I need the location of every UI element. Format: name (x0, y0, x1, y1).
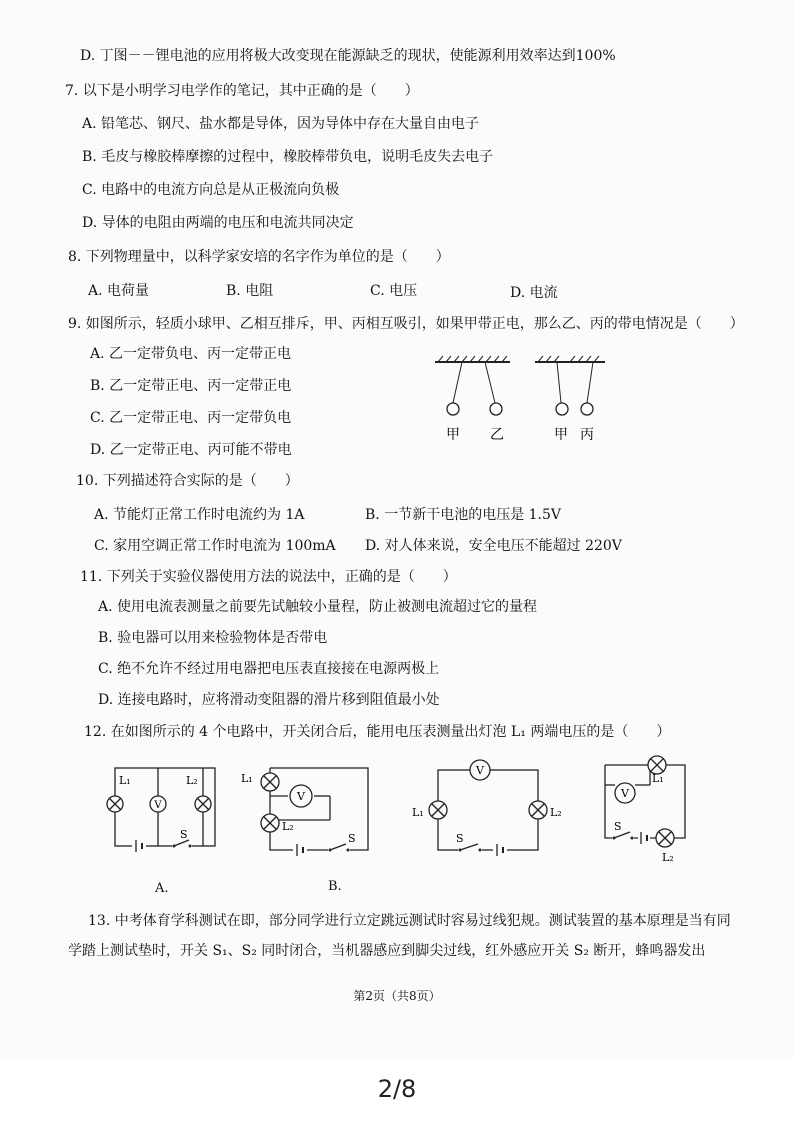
ball-label-jia-1: 甲 (446, 427, 460, 443)
q7-option-c: C. 电路中的电流方向总是从正极流向负极 (82, 182, 340, 198)
q9-option-b: B. 乙一定带正电、丙一定带正电 (90, 378, 292, 394)
lamp-label-l1-a: L₁ (119, 774, 131, 787)
q11-option-d: D. 连接电路时，应将滑动变阻器的滑片移到阻值最小处 (98, 692, 440, 708)
lamp-label-l2-d: L₂ (662, 851, 674, 864)
lamp-label-l1-b: L₁ (241, 772, 253, 785)
question-9: 9. 如图所示，轻质小球甲、乙相互排斥，甲、丙相互吸引，如果甲带正电，那么乙、丙的带电情况是（ ） (68, 316, 744, 332)
circuit-b-caption: B. (328, 879, 342, 894)
q6-option-d: D. 丁图－－锂电池的应用将极大改变现在能源缺乏的现状，使能源利用效率达到100% (80, 48, 616, 64)
q7-option-a: A. 铅笔芯、钢尺、盐水都是导体，因为导体中存在大量自由电子 (82, 116, 480, 132)
q8-option-a: A. 电荷量 (88, 283, 150, 299)
ball-label-yi: 乙 (490, 427, 504, 443)
q9-option-d: D. 乙一定带正电、丙可能不带电 (90, 442, 292, 458)
q10-option-c: C. 家用空调正常工作时电流为 100mA (94, 538, 336, 554)
circuit-a-caption: A. (155, 881, 169, 896)
lamp-label-l2-b: L₂ (282, 820, 294, 833)
q7-option-b: B. 毛皮与橡胶棒摩擦的过程中，橡胶棒带负电，说明毛皮失去电子 (82, 149, 494, 165)
circuit-d (590, 750, 700, 865)
lamp-label-l1-d: L₁ (652, 772, 664, 785)
q7-option-d: D. 导体的电阻由两端的电压和电流共同决定 (82, 215, 354, 231)
question-11: 11. 下列关于实验仪器使用方法的说法中，正确的是（ ） (80, 569, 457, 585)
switch-label-d: S (614, 820, 622, 833)
question-7: 7. 以下是小明学习电学作的笔记，其中正确的是（ ） (65, 83, 419, 99)
page-indicator: 2/8 (377, 1075, 417, 1103)
q11-option-a: A. 使用电流表测量之前要先试触较小量程，防止被测电流超过它的量程 (98, 599, 538, 615)
question-13-line-2: 学踏上测试垫时，开关 S₁、S₂ 同时闭合，当机器感应到脚尖过线，红外感应开关 S₂ 断开，蜂鸣器发出 (68, 943, 706, 959)
q8-option-b: B. 电阻 (226, 283, 274, 299)
lamp-label-l1-c: L₁ (412, 806, 424, 819)
ball-label-bing: 丙 (580, 427, 594, 443)
q11-option-b: B. 验电器可以用来检验物体是否带电 (98, 630, 328, 646)
lamp-label-l2-a: L₂ (186, 774, 198, 787)
question-13-line-1: 13. 中考体育学科测试在即，部分同学进行立定跳远测试时容易过线犯规。测试装置的基本原理是当有同 (88, 913, 731, 929)
q8-option-c: C. 电压 (370, 283, 418, 299)
circuit-c (408, 758, 568, 858)
q9-option-a: A. 乙一定带负电、丙一定带正电 (90, 346, 292, 362)
question-8: 8. 下列物理量中，以科学家安培的名字作为单位的是（ ） (68, 249, 450, 265)
voltmeter-v-label-c: V (476, 764, 484, 777)
q10-option-a: A. 节能灯正常工作时电流约为 1A (94, 507, 305, 523)
circuit-b (238, 760, 378, 860)
lamp-label-l2-c: L₂ (550, 806, 562, 819)
q9-figure-balls (430, 355, 620, 450)
q10-option-d: D. 对人体来说，安全电压不能超过 220V (365, 538, 622, 554)
q8-option-d: D. 电流 (510, 285, 558, 301)
question-10: 10. 下列描述符合实际的是（ ） (76, 473, 299, 489)
circuit-a (100, 760, 230, 855)
voltmeter-v-label-a: V (154, 800, 162, 811)
ball-label-jia-2: 甲 (554, 427, 568, 443)
question-12: 12. 在如图所示的 4 个电路中，开关闭合后，能用电压表测量出灯泡 L₁ 两端电压的是（ ） (84, 724, 671, 740)
switch-label-c: S (456, 832, 464, 845)
switch-label-b: S (348, 832, 356, 845)
q10-option-b: B. 一节新干电池的电压是 1.5V (365, 507, 562, 523)
q9-option-c: C. 乙一定带正电、丙一定带负电 (90, 410, 292, 426)
voltmeter-v-label-b: V (297, 790, 305, 803)
switch-label-a: S (180, 828, 188, 841)
voltmeter-v-label-d: V (621, 787, 629, 800)
page-footer: 第2页（共8页） (353, 989, 441, 1003)
q11-option-c: C. 绝不允许不经过用电器把电压表直接接在电源两极上 (98, 661, 440, 677)
